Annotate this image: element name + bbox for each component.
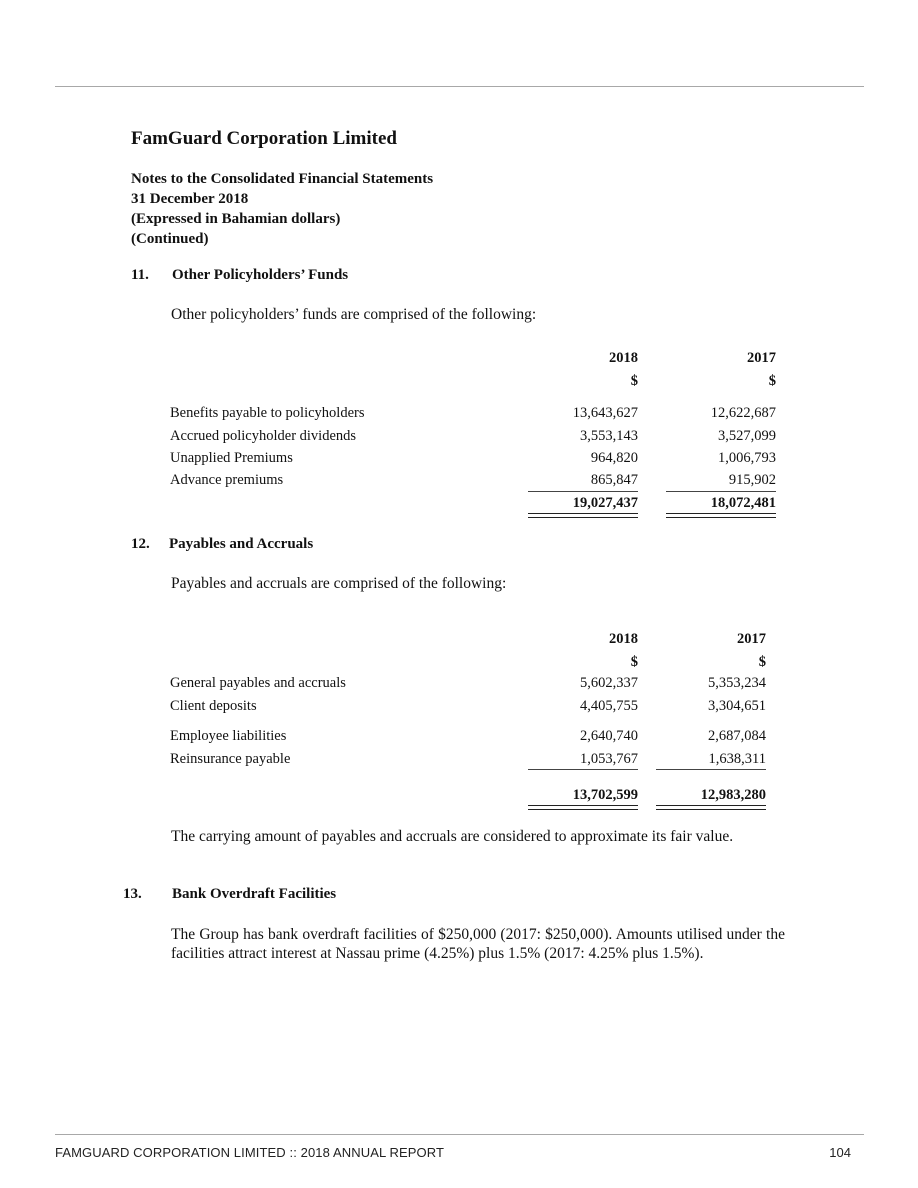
section-12-subtotal-line-2018 xyxy=(528,769,638,770)
table-cell-2018: 964,820 xyxy=(590,450,638,466)
section-13-body: The Group has bank overdraft facilities of $250,000 (2017: $250,000). Amounts utilised under the facilities attract interest at Nassau prime (4.25%) plus 1.5% (2017: 4.25% plus 1.5%). xyxy=(171,926,785,962)
table-cell-2017: 3,527,099 xyxy=(718,428,776,444)
section-11-subtotal-line-2017 xyxy=(666,491,776,492)
section-12-col-2017-unit: $ xyxy=(758,654,766,670)
table-cell-2018: 3,553,143 xyxy=(580,428,638,444)
section-12-col-2018-year: 2018 xyxy=(609,631,638,647)
section-11-intro: Other policyholders’ funds are comprised of the following: xyxy=(171,306,537,323)
section-11-title: Other Policyholders’ Funds xyxy=(172,267,349,283)
company-name: FamGuard Corporation Limited xyxy=(131,128,397,149)
table-cell-2017: 1,638,311 xyxy=(708,751,766,767)
section-12-col-2017-year: 2017 xyxy=(737,631,766,647)
table-cell-2017: 5,353,234 xyxy=(708,675,766,691)
section-11-subtotal-line-2018 xyxy=(528,491,638,492)
table-cell-2017: 915,902 xyxy=(728,472,776,488)
table-cell-2018: 13,643,627 xyxy=(572,405,638,421)
section-12-note: The carrying amount of payables and accruals are considered to approximate its fair value. xyxy=(171,828,734,845)
table-row-label: Advance premiums xyxy=(170,472,284,488)
footer-rule xyxy=(55,1134,864,1135)
section-11-col-2018-year: 2018 xyxy=(609,350,638,366)
table-cell-2017: 1,006,793 xyxy=(718,450,776,466)
section-12-total-2018: 13,702,599 xyxy=(572,787,638,803)
section-12-number: 12. xyxy=(131,536,150,552)
section-12-total-double-line-2018 xyxy=(528,805,638,810)
section-13-number: 13. xyxy=(123,886,142,902)
section-13-title: Bank Overdraft Facilities xyxy=(172,886,337,902)
table-cell-2018: 4,405,755 xyxy=(580,698,638,714)
section-11-col-2018-unit: $ xyxy=(630,373,638,389)
table-cell-2017: 12,622,687 xyxy=(710,405,776,421)
section-11-number: 11. xyxy=(131,267,149,283)
table-row-label: Reinsurance payable xyxy=(170,751,291,767)
section-11-total-double-line-2017 xyxy=(666,513,776,518)
section-12-total-double-line-2017 xyxy=(656,805,766,810)
top-rule xyxy=(55,86,864,87)
table-row-label: Accrued policyholder dividends xyxy=(170,428,357,444)
section-11-total-2018: 19,027,437 xyxy=(572,495,638,511)
table-cell-2018: 2,640,740 xyxy=(580,728,638,744)
table-row-label: Unapplied Premiums xyxy=(170,450,293,466)
section-12-col-2018-unit: $ xyxy=(630,654,638,670)
table-row-label: Benefits payable to policyholders xyxy=(170,405,365,421)
section-12-intro: Payables and accruals are comprised of the following: xyxy=(171,575,507,592)
table-row-label: General payables and accruals xyxy=(170,675,346,691)
header-line-notes: Notes to the Consolidated Financial Statements xyxy=(131,171,434,187)
section-12-subtotal-line-2017 xyxy=(656,769,766,770)
table-cell-2018: 1,053,767 xyxy=(580,751,638,767)
section-11-total-2017: 18,072,481 xyxy=(710,495,776,511)
table-cell-2017: 3,304,651 xyxy=(708,698,766,714)
header-line-continued: (Continued) xyxy=(131,231,209,247)
table-cell-2017: 2,687,084 xyxy=(708,728,766,744)
section-11-total-double-line-2018 xyxy=(528,513,638,518)
header-line-currency: (Expressed in Bahamian dollars) xyxy=(131,211,341,227)
page-number: 104 xyxy=(829,1145,851,1160)
section-11-col-2017-unit: $ xyxy=(768,373,776,389)
table-row-label: Employee liabilities xyxy=(170,728,287,744)
table-row-label: Client deposits xyxy=(170,698,257,714)
table-cell-2018: 5,602,337 xyxy=(580,675,638,691)
section-12-title: Payables and Accruals xyxy=(169,536,314,552)
footer-text: FAMGUARD CORPORATION LIMITED :: 2018 ANNUAL REPORT xyxy=(55,1145,445,1160)
section-11-col-2017-year: 2017 xyxy=(747,350,776,366)
table-cell-2018: 865,847 xyxy=(590,472,638,488)
section-12-total-2017: 12,983,280 xyxy=(700,787,766,803)
header-line-date: 31 December 2018 xyxy=(131,191,249,207)
